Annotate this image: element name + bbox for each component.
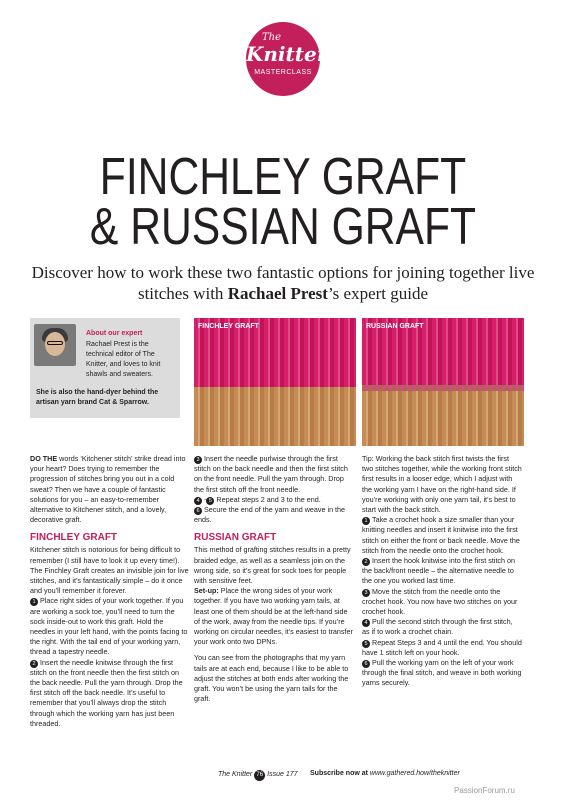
footer-issue bbox=[218, 770, 298, 781]
logo-knitter: Knitter bbox=[246, 42, 328, 66]
step-text: Insert the needle knitwise through the first stitch on the front needle then the first stitch on the back needle. Pull the yarn through. Drop the first stitch off the back needle. It’s useful to remember that you’ll always drop the stitch through which the working yarn has just been threaded. bbox=[30, 657, 183, 728]
subscribe-text: Subscribe now at bbox=[310, 770, 370, 777]
russian-step-5 bbox=[362, 638, 522, 658]
expert-box bbox=[30, 318, 180, 418]
step-number-icon: 5 bbox=[362, 640, 370, 648]
page-title-line-2: & RUSSIAN GRAFT bbox=[89, 198, 477, 256]
setup-text: Place the wrong sides of your work together. If you have two working yarn tails, at least one of them should be at the left-hand side of the work, away from the needle tips. If you’re working on circular needles, it’s easiest to transfer your work onto two DPNs. bbox=[194, 586, 353, 647]
russian-step-4 bbox=[362, 617, 522, 637]
column-2 bbox=[194, 454, 354, 704]
step-number-icon: 1 bbox=[30, 598, 38, 606]
braided-seam bbox=[362, 385, 524, 391]
step-number-icon: 6 bbox=[194, 507, 202, 515]
footer-issue-number: Issue 177 bbox=[267, 771, 298, 778]
logo-the: The bbox=[262, 32, 282, 43]
russian-intro: This method of grafting stitches results in a pretty braided edge, as well as a seamless join on the wrong side, so it’s great for sock toes for people with sensitive feet. bbox=[194, 545, 351, 586]
step-number-icon: 6 bbox=[362, 660, 370, 668]
lead-text: words ‘Kitchener stitch’ strike dread into your heart? Does trying to remember the progression of stitches bring you out in a cold sweat? Then we have a couple of fantastic solutions for you – an easy-to-remember alternative to Kitchener stitch, and a lovely, decorative graft. bbox=[30, 454, 186, 525]
russian-step-3 bbox=[362, 587, 522, 618]
lead-bold: DO THE bbox=[30, 454, 58, 463]
russian-step-2 bbox=[362, 556, 522, 587]
step-number-icon: 1 bbox=[362, 517, 370, 525]
step-number-icon: 2 bbox=[362, 558, 370, 566]
step-text: Repeat steps 2 and 3 to the end. bbox=[216, 494, 321, 504]
step-number-icon: 5 bbox=[206, 497, 214, 505]
step-text: Insert the hook knitwise into the first stitch on the back/front needle – the alternative needle to the one you worked last time. bbox=[362, 556, 516, 586]
intro-text-2: ’s expert guide bbox=[327, 284, 429, 303]
finchley-step-3 bbox=[194, 454, 354, 495]
step-text: Move the stitch from the needle onto the crochet hook. You now have two stitches on your crochet hook. bbox=[362, 586, 518, 617]
finchley-step-4-5: 4 - 5 Repeat steps 2 and 3 to the end. bbox=[194, 495, 354, 505]
step-text: Place right sides of your work together. If you are working a sock toe, you’ll need to turn the sock inside-out to work this graft. Hold the needles in your left hand, with the points facing to the right. With the tail end of your working yarn, thread a tapestry needle. bbox=[30, 596, 188, 657]
page-number-badge: 76 bbox=[254, 770, 265, 781]
expert-bio-2: She is also the hand-dyer behind the artisan yarn brand Cat & Sparrow. bbox=[36, 389, 159, 406]
footer-magazine: The Knitter bbox=[218, 771, 253, 778]
russian-para-2: You can see from the photographs that my yarn tails are at each end, because I like to be able to adjust the stitches at both ends after working the graft. You won’t be using the yarn tails for the graft. bbox=[194, 653, 349, 704]
step-text: Secure the end of the yarn and weave in the ends. bbox=[194, 505, 346, 525]
intro-author-name: Rachael Prest bbox=[227, 284, 328, 303]
column-1 bbox=[30, 454, 190, 729]
step-number-icon: 4 bbox=[362, 619, 370, 627]
finchley-step-2 bbox=[30, 658, 190, 729]
russian-setup bbox=[194, 586, 354, 647]
step-number-icon: 3 bbox=[194, 456, 202, 464]
setup-label: Set-up: bbox=[194, 586, 219, 596]
column-3 bbox=[362, 454, 522, 689]
russian-step-1 bbox=[362, 515, 522, 556]
watermark: PassionForum.ru bbox=[454, 786, 515, 795]
russian-graft-photo bbox=[362, 318, 524, 446]
tan-knit-swatch bbox=[194, 387, 356, 446]
step-number-icon: 3 bbox=[362, 589, 370, 597]
finchley-intro: Kitchener stitch is notorious for being difficult to remember (I still have to look it up every time!). The Finchley Graft creates an invisible join for live stitches, and it’s fantastically simple – do it once and you’ll remember it forever. bbox=[30, 545, 189, 596]
step-text: Insert the needle purlwise through the first stitch on the back needle and then the first stitch on the front needle. Pull the yarn through. Drop the first stitch off the front needle. bbox=[194, 454, 348, 494]
page-title-line-1: FINCHLEY GRAFT bbox=[99, 148, 467, 206]
step-text: Pull the second stitch through the first stitch, as if to work a crochet chain. bbox=[362, 617, 513, 637]
finchley-photo-label: FINCHLEY GRAFT bbox=[198, 323, 259, 330]
step-number-icon: 4 bbox=[194, 497, 202, 505]
expert-avatar bbox=[34, 324, 76, 366]
finchley-heading: FINCHLEY GRAFT bbox=[30, 532, 118, 544]
avatar-glasses bbox=[47, 341, 63, 345]
subscribe-url[interactable]: www.gathered.how/theknitter bbox=[369, 770, 460, 777]
step-text: Repeat Steps 3 and 4 until the end. You should have 1 stitch left on your hook. bbox=[362, 637, 522, 657]
finchley-graft-photo bbox=[194, 318, 356, 446]
step-text: Take a crochet hook a size smaller than your knitting needles and insert it knitwise into the first stitch on either the front or back needle. Move the stitch from the needle onto the crochet hook. bbox=[362, 515, 520, 555]
intro-standfirst bbox=[30, 262, 536, 304]
footer-subscribe bbox=[310, 770, 460, 777]
russian-step-6 bbox=[362, 658, 522, 689]
russian-tip: Tip: Working the back stitch first twists the first two stitches together, while the working front stitch first results in a looser edge, which I adjust with the working yarn I have on the right-hand side. If you’re working with only one yarn tail, it’s best to start with the back stitch. bbox=[362, 454, 522, 515]
intro-text-1: Discover how to work these two fantastic options for joining together live stitches with bbox=[31, 263, 535, 303]
logo-masterclass: MASTERCLASS bbox=[254, 69, 312, 76]
expert-bio: Rachael Prest is the technical editor of The Knitter, and loves to knit shawls and sweaters. bbox=[86, 341, 161, 378]
lead-paragraph bbox=[30, 454, 190, 525]
expert-heading: About our expert bbox=[86, 330, 143, 337]
step-text: Pull the working yarn on the left of your work through the final stitch, and weave in both working yarns securely. bbox=[362, 658, 522, 688]
magazine-logo bbox=[246, 22, 328, 96]
step-number-icon: 2 bbox=[30, 660, 38, 668]
tan-knit-swatch bbox=[362, 387, 524, 446]
finchley-step-6 bbox=[194, 505, 354, 525]
russian-heading: RUSSIAN GRAFT bbox=[194, 532, 277, 544]
finchley-step-1 bbox=[30, 596, 190, 657]
russian-photo-label: RUSSIAN GRAFT bbox=[366, 323, 424, 330]
